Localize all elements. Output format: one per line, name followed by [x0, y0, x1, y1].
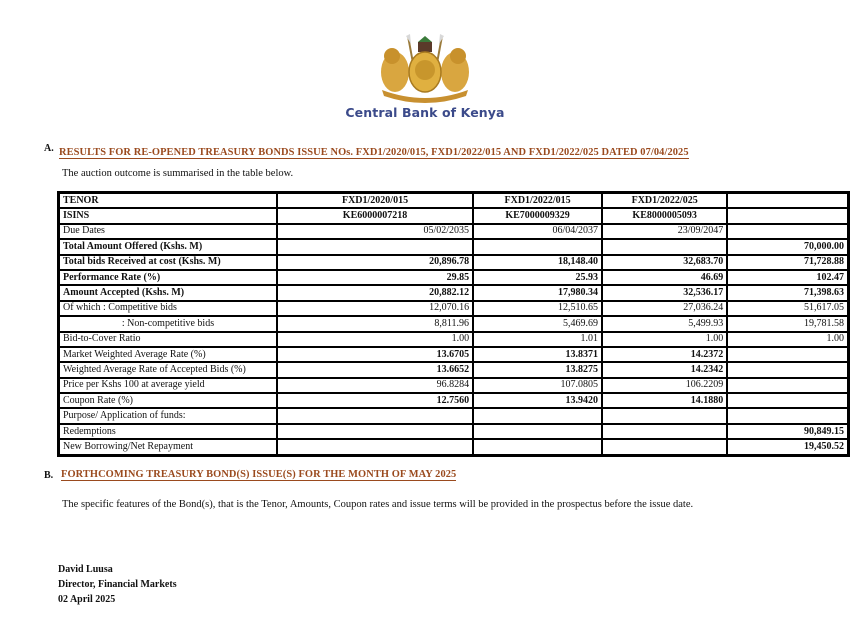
cell-c3: 46.69: [602, 270, 727, 285]
cell-c4: [727, 224, 848, 239]
row-label: Due Dates: [59, 224, 277, 239]
cell-c3: KE8000005093: [602, 208, 727, 223]
row-label: Weighted Average Rate of Accepted Bids (%): [59, 362, 277, 377]
cell-c1: 13.6705: [277, 347, 473, 362]
cell-c2: [473, 408, 602, 423]
row-label: Performance Rate (%): [59, 270, 277, 285]
row-label: Total Amount Offered (Kshs. M): [59, 239, 277, 254]
table-row: [59, 424, 848, 439]
cell-c2: 17,980.34: [473, 285, 602, 300]
cell-c4: 71,728.88: [727, 255, 848, 270]
cell-c3: [602, 408, 727, 423]
cell-c2: 13.9420: [473, 393, 602, 408]
cell-c2: 12,510.65: [473, 301, 602, 316]
cell-c1: 29.85: [277, 270, 473, 285]
table-row: [59, 301, 848, 316]
cell-c2: 5,469.69: [473, 316, 602, 331]
row-label: Price per Kshs 100 at average yield: [59, 378, 277, 393]
row-label: Coupon Rate (%): [59, 393, 277, 408]
table-row: [59, 224, 848, 239]
cell-c4: 19,450.52: [727, 439, 848, 454]
cell-c3: [602, 239, 727, 254]
cell-c4: [727, 347, 848, 362]
cell-c2: 13.8371: [473, 347, 602, 362]
row-label: Bid-to-Cover Ratio: [59, 332, 277, 347]
section-b-letter: B.: [44, 470, 54, 481]
cell-c1: 96.8284: [277, 378, 473, 393]
row-label: Amount Accepted (Kshs. M): [59, 285, 277, 300]
cell-c4: [727, 193, 848, 208]
auction-results-table: [57, 191, 850, 457]
row-label: Purpose/ Application of funds:: [59, 408, 277, 423]
row-label: TENOR: [59, 193, 277, 208]
cell-c3: 106.2209: [602, 378, 727, 393]
cell-c1: FXD1/2020/015: [277, 193, 473, 208]
cell-c3: [602, 424, 727, 439]
cell-c2: 13.8275: [473, 362, 602, 377]
section-a-intro: The auction outcome is summarised in the table below.: [62, 168, 294, 179]
table-row: [59, 408, 848, 423]
row-label: Market Weighted Average Rate (%): [59, 347, 277, 362]
section-a-letter: A.: [44, 143, 54, 154]
cell-c3: 14.1880: [602, 393, 727, 408]
cell-c2: KE7000009329: [473, 208, 602, 223]
signature-date: 02 April 2025: [58, 594, 116, 605]
cell-c3: 32,683.70: [602, 255, 727, 270]
table-row: [59, 362, 848, 377]
signatory-title: Director, Financial Markets: [58, 579, 177, 590]
cell-c3: 5,499.93: [602, 316, 727, 331]
signatory-name: David Luusa: [58, 564, 113, 575]
cell-c3: 1.00: [602, 332, 727, 347]
cell-c4: [727, 362, 848, 377]
cell-c4: 51,617.05: [727, 301, 848, 316]
table-row: [59, 193, 848, 208]
cell-c1: 13.6652: [277, 362, 473, 377]
cell-c1: 1.00: [277, 332, 473, 347]
cell-c3: 14.2372: [602, 347, 727, 362]
kenya-coat-of-arms-icon: [370, 34, 480, 104]
table-row: [59, 393, 848, 408]
cell-c2: 18,148.40: [473, 255, 602, 270]
section-b-title: FORTHCOMING TREASURY BOND(S) ISSUE(S) FOR THE MONTH OF MAY 2025: [61, 469, 457, 480]
row-label: : Non-competitive bids: [59, 316, 277, 331]
cell-c2: [473, 424, 602, 439]
row-label: Of which : Competitive bids: [59, 301, 277, 316]
row-label: New Borrowing/Net Repayment: [59, 439, 277, 454]
cell-c2: [473, 239, 602, 254]
table-row: [59, 347, 848, 362]
table-row: [59, 332, 848, 347]
cell-c3: 14.2342: [602, 362, 727, 377]
section-a-title: RESULTS FOR RE-OPENED TREASURY BONDS ISSUE NOs. FXD1/2020/015, FXD1/2022/015 AND FXD1/2022/025 DATED 07/04/2025: [59, 147, 689, 158]
cell-c4: 19,781.58: [727, 316, 848, 331]
cell-c4: 70,000.00: [727, 239, 848, 254]
cell-c2: 107.0805: [473, 378, 602, 393]
cell-c1: 05/02/2035: [277, 224, 473, 239]
cell-c3: FXD1/2022/025: [602, 193, 727, 208]
row-label: ISINS: [59, 208, 277, 223]
cell-c4: [727, 393, 848, 408]
cell-c1: KE6000007218: [277, 208, 473, 223]
table-row: [59, 208, 848, 223]
cell-c1: 12,070.16: [277, 301, 473, 316]
table-row: [59, 316, 848, 331]
cell-c3: [602, 439, 727, 454]
row-label: Total bids Received at cost (Kshs. M): [59, 255, 277, 270]
cell-c1: [277, 408, 473, 423]
cell-c1: [277, 424, 473, 439]
cell-c2: 25.93: [473, 270, 602, 285]
cell-c4: [727, 208, 848, 223]
cell-c1: 12.7560: [277, 393, 473, 408]
cell-c3: 23/09/2047: [602, 224, 727, 239]
table-row: [59, 439, 848, 454]
cell-c1: [277, 439, 473, 454]
table-row: [59, 270, 848, 285]
cbk-logo: [340, 34, 510, 126]
cell-c1: 20,882.12: [277, 285, 473, 300]
cell-c1: 8,811.96: [277, 316, 473, 331]
table-row: [59, 285, 848, 300]
section-b-text: The specific features of the Bond(s), that is the Tenor, Amounts, Coupon rates and issue terms will be provided in the prospectus before the issue date.: [62, 499, 694, 510]
cell-c2: [473, 439, 602, 454]
cell-c1: 20,896.78: [277, 255, 473, 270]
cell-c2: 1.01: [473, 332, 602, 347]
institution-name: Central Bank of Kenya: [345, 105, 505, 120]
table-row: [59, 255, 848, 270]
table-row: [59, 239, 848, 254]
cell-c3: 27,036.24: [602, 301, 727, 316]
cell-c4: [727, 378, 848, 393]
cell-c1: [277, 239, 473, 254]
cell-c4: [727, 408, 848, 423]
cell-c4: 102.47: [727, 270, 848, 285]
table-row: [59, 378, 848, 393]
cell-c2: 06/04/2037: [473, 224, 602, 239]
cell-c3: 32,536.17: [602, 285, 727, 300]
row-label: Redemptions: [59, 424, 277, 439]
cell-c4: 71,398.63: [727, 285, 848, 300]
cell-c4: 1.00: [727, 332, 848, 347]
cell-c2: FXD1/2022/015: [473, 193, 602, 208]
cell-c4: 90,849.15: [727, 424, 848, 439]
